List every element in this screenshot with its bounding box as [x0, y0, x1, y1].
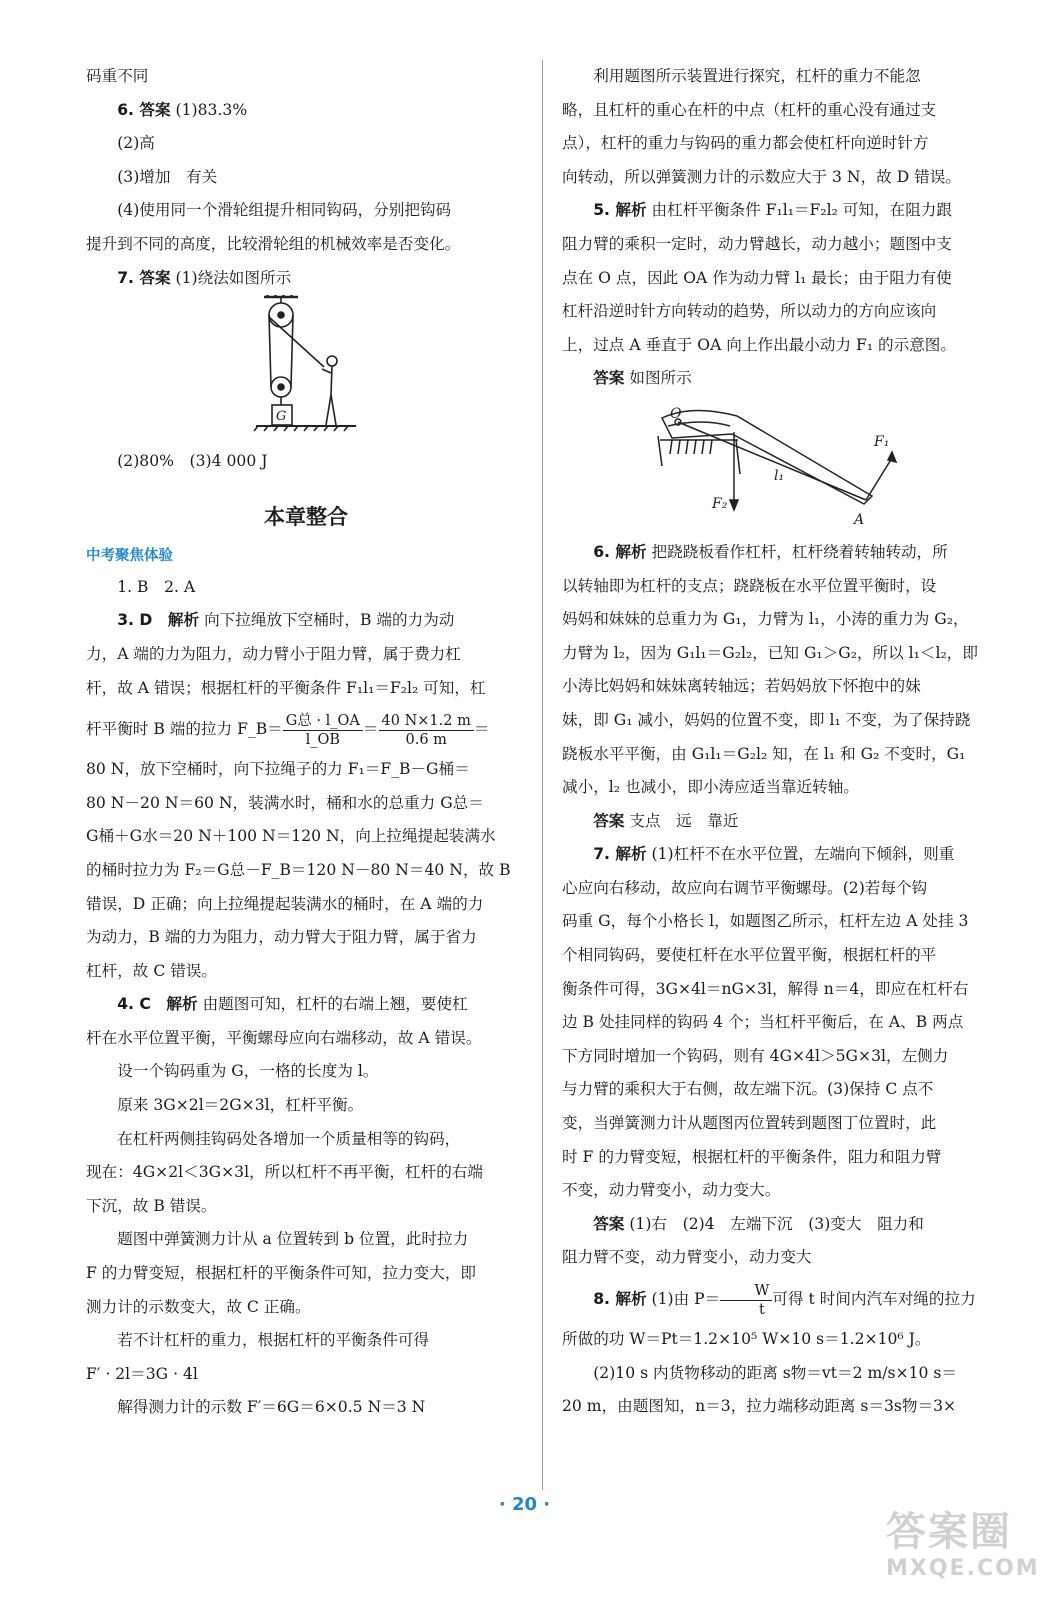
answer-label: 7. 解析 — [593, 845, 647, 864]
text-line: 与力臂的乘积大于右侧，故左端下沉。(3)保持 C 点不 — [562, 1080, 934, 1099]
text-line: 减小，l₂ 也减小，即小涛应适当靠近转轴。 — [562, 778, 859, 797]
answer-6-result — [562, 805, 1005, 839]
text-line: 向转动，所以弹簧测力计的示数应大于 3 N，故 D 错误。 — [562, 167, 961, 186]
answer-text: 向下拉绳放下空桶时，B 端的力为动 — [199, 611, 455, 630]
text-line: 小涛比妈妈和妹妹离转轴远；若妈妈放下怀抱中的妹 — [562, 677, 921, 696]
text-line: 下沉，故 B 错误。 — [86, 1196, 217, 1215]
text-line: 利用题图所示装置进行探究，杠杆的重力不能忽 — [593, 67, 921, 85]
answer-text: 把跷跷板看作杠杆，杠杆绕着转轴转动，所 — [646, 542, 948, 561]
text-line: 杠杆沿逆时针方向转动的趋势，所以动力的方向应该向 — [562, 302, 937, 321]
text-line: 为动力，B 端的力为阻力，动力臂大于阻力臂，属于省力 — [86, 928, 477, 947]
fraction-denominator: l_OB — [305, 731, 341, 748]
answer-text: (1)83.3% — [170, 100, 248, 119]
text-line: 80 N，放下空桶时，向下拉绳子的力 F₁＝F_B－G桶＝ — [86, 760, 470, 779]
answer-8 — [562, 1275, 1005, 1323]
text-line: 妹，即 G₁ 减小，妈妈的位置不变，即 l₁ 不变，为了保持跷 — [562, 710, 971, 729]
formula-prefix: (1)由 P＝ — [646, 1290, 721, 1308]
text-line: 个相同钩码，要使杠杆在水平位置平衡，根据杠杆的平 — [562, 946, 937, 965]
fraction-denominator: 0.6 m — [405, 731, 447, 748]
text-line: 时 F 的力臂变短，根据杠杆的平衡条件，阻力和阻力臂 — [562, 1147, 942, 1166]
text-line: F 的力臂变短，根据杠杆的平衡条件可知，拉力变大，即 — [86, 1264, 477, 1283]
text-line: 杆在水平位置平衡，平衡螺母应向右端移动，故 A 错误。 — [86, 1028, 482, 1047]
answer-6 — [562, 536, 1005, 570]
text-line: 在杠杆两侧挂钩码处各增加一个质量相等的钩码， — [117, 1129, 461, 1148]
fraction-numerator: 40 N×1.2 m — [379, 712, 474, 731]
text-line: 码重不同 — [86, 67, 149, 85]
text-line: 衡条件可得，3G×4l＝nG×3l，解得 n＝4，即应在杠杆右 — [562, 979, 969, 998]
text-line: 略，且杠杆的重心在杆的中点（杠杆的重心没有通过支 — [562, 100, 937, 119]
text-line: 力，A 端的力为阻力，动力臂小于阻力臂，属于费力杠 — [86, 644, 461, 663]
text-line: 变，当弹簧测力计从题图丙位置转到题图丁位置时，此 — [562, 1114, 937, 1133]
answer-text: (1)绕法如图所示 — [170, 268, 292, 287]
text-line: 解得测力计的示数 F′＝6G＝6×0.5 N＝3 N — [117, 1398, 426, 1417]
text-line: G桶＋G水＝20 N＋100 N＝120 N，向上拉绳提起装满水 — [86, 827, 496, 846]
text-line: 现在：4G×2l＜3G×3l，所以杠杆不再平衡，杠杆的右端 — [86, 1163, 483, 1182]
fraction-1 — [283, 712, 363, 749]
fraction-2 — [379, 712, 474, 749]
answer-5 — [562, 194, 1005, 228]
text-line: 若不计杠杆的重力，根据杠杆的平衡条件可得 — [117, 1331, 430, 1350]
answer-6 — [86, 94, 526, 128]
left-column — [86, 60, 526, 1425]
text-line: 测力计的示数变大，故 C 正确。 — [86, 1297, 311, 1316]
text-line: 阻力臂不变，动力臂变小，动力变大 — [562, 1248, 812, 1267]
text-line: 跷板水平平衡，由 G₁l₁＝G₂l₂ 知，在 l₁ 和 G₂ 不变时，G₁ — [562, 744, 966, 763]
column-divider — [542, 60, 543, 1490]
text-line: (4)使用同一个滑轮组提升相同钩码，分别把钩码 — [117, 201, 452, 220]
answer-label: 6. 答案 — [117, 100, 171, 119]
force-f2-label: F₂ — [712, 495, 728, 512]
answer-label: 答案 — [593, 811, 625, 830]
watermark-url: MXQE.COM — [886, 1556, 1040, 1581]
answer-text: 由杠杆平衡条件 F₁l₁＝F₂l₂ 可知，在阻力跟 — [646, 201, 952, 220]
text-line: 不变，动力臂变小，动力变大。 — [562, 1181, 781, 1200]
answer-text: 由题图可知，杠杆的右端上翘，要使杠 — [197, 995, 468, 1014]
watermark-logo: 答案圈 — [886, 1509, 1012, 1555]
answer-text: 如图所示 — [624, 369, 692, 388]
text-line: 原来 3G×2l＝2G×3l，杠杆平衡。 — [117, 1096, 364, 1115]
text-line: 点），杠杆的重力与钩码的重力都会使杠杆向逆时针方 — [562, 134, 929, 153]
formula-line — [86, 705, 526, 753]
text-line: 杆，故 A 错误；根据杠杆的平衡条件 F₁l₁＝F₂l₂ 可知，杠 — [86, 678, 486, 697]
text-line: (2)高 — [117, 134, 155, 153]
answer-label: 3. D 解析 — [117, 611, 200, 630]
text-line: 设一个钩码重为 G，一格的长度为 l。 — [117, 1062, 379, 1081]
text-line: 1. B 2. A — [117, 577, 196, 596]
chapter-title: 本章整合 — [264, 504, 348, 529]
fraction-3 — [720, 1282, 772, 1319]
text-line: 所做的功 W＝Pt＝1.2×10⁵ W×10 s＝1.2×10⁶ J。 — [562, 1330, 931, 1348]
text-line: 码重 G，每个小格长 l，如题图乙所示，杠杆左边 A 处挂 3 — [562, 912, 969, 931]
answer-label: 5. 解析 — [593, 201, 647, 220]
pivot-label: O — [670, 405, 682, 422]
equals-sign: ＝ — [362, 720, 379, 739]
text-line: 下方同时增加一个钩码，则有 4G×4l＞5G×3l，左侧力 — [562, 1046, 949, 1065]
formula-prefix: 杆平衡时 B 端的拉力 F_B＝ — [86, 720, 283, 739]
answer-label: 7. 答案 — [117, 268, 171, 287]
right-column — [562, 60, 1005, 1424]
text-line: 心应向右移动，故应向右调节平衡螺母。(2)若每个钩 — [562, 878, 928, 897]
section-label: 中考聚焦体验 — [86, 547, 173, 564]
text-line: 题图中弹簧测力计从 a 位置转到 b 位置，此时拉力 — [117, 1230, 469, 1249]
watermark — [886, 1508, 1040, 1590]
answer-text: 支点 远 靠近 — [624, 811, 739, 830]
answer-text: (1)右 (2)4 左端下沉 (3)变大 阻力和 — [624, 1214, 924, 1233]
text-line: 20 m，由题图知，n＝3，拉力端移动距离 s＝3s物＝3× — [562, 1397, 957, 1416]
text-line: 的桶时拉力为 F₂＝G总－F_B＝120 N－80 N＝40 N，故 B — [86, 860, 511, 879]
answer-7 — [86, 262, 526, 296]
formula-suffix: 可得 t 时间内汽车对绳的拉力 — [772, 1290, 976, 1308]
arm-l1-label: l₁ — [774, 467, 785, 484]
text-line: 提升到不同的高度，比较滑轮组的机械效率是否变化。 — [86, 234, 461, 253]
answer-4 — [86, 988, 526, 1022]
answer-7-result — [562, 1208, 1005, 1242]
fraction-numerator: W — [720, 1282, 772, 1301]
answer-label: 4. C 解析 — [117, 995, 198, 1014]
text-line: 点在 O 点，因此 OA 作为动力臂 l₁ 最长；由于阻力有使 — [562, 268, 952, 287]
text-line: 上，过点 A 垂直于 OA 向上作出最小动力 F₁ 的示意图。 — [562, 335, 956, 354]
text-line: 力臂为 l₂，因为 G₁l₁＝G₂l₂，已知 G₁＞G₂，所以 l₁＜l₂，即 — [562, 643, 978, 662]
text-line: (3)增加 有关 — [117, 167, 218, 186]
answer-7 — [562, 838, 1005, 872]
weight-label: G — [276, 409, 287, 425]
text-line: 以转轴即为杠杆的支点；跷跷板在水平位置平衡时，设 — [562, 576, 937, 595]
answer-label: 6. 解析 — [593, 542, 647, 561]
text-line: 阻力臂的乘积一定时，动力臂越长，动力越小；题图中支 — [562, 234, 952, 253]
answer-3 — [86, 604, 526, 638]
answer-text: (1)杠杆不在水平位置，左端向下倾斜，则重 — [646, 845, 955, 864]
answer-label: 答案 — [593, 369, 625, 388]
answer-label: 答案 — [593, 1214, 625, 1233]
answer-5-result — [562, 362, 1005, 396]
text-line: 错误，D 正确；向上拉绳提起装满水的桶时，在 A 端的力 — [86, 894, 484, 913]
lever-figure — [562, 396, 1005, 536]
text-line: (2)80% (3)4 000 J — [117, 452, 268, 471]
text-line: (2)10 s 内货物移动的距离 s物＝vt＝2 m/s×10 s＝ — [593, 1363, 957, 1382]
text-line: 80 N－20 N＝60 N，装满水时，桶和水的总重力 G总＝ — [86, 793, 484, 812]
page-number: · 20 · — [498, 1494, 551, 1515]
pulley-figure — [86, 295, 526, 445]
point-a-label: A — [854, 511, 865, 528]
text-line: 杠杆，故 C 错误。 — [86, 961, 218, 980]
answer-label: 8. 解析 — [593, 1290, 647, 1308]
text-line: 边 B 处挂同样的钩码 4 个；当杠杆平衡后，在 A、B 两点 — [562, 1013, 964, 1032]
fraction-denominator: t — [758, 1301, 765, 1318]
text-line: F′ · 2l＝3G · 4l — [86, 1364, 198, 1383]
equals-sign: ＝ — [473, 720, 490, 739]
fraction-numerator: G总 · l_OA — [283, 712, 363, 731]
force-f1-label: F₁ — [874, 433, 890, 450]
text-line: 妈妈和妹妹的总重力为 G₁，力臂为 l₁，小涛的重力为 G₂， — [562, 610, 969, 629]
